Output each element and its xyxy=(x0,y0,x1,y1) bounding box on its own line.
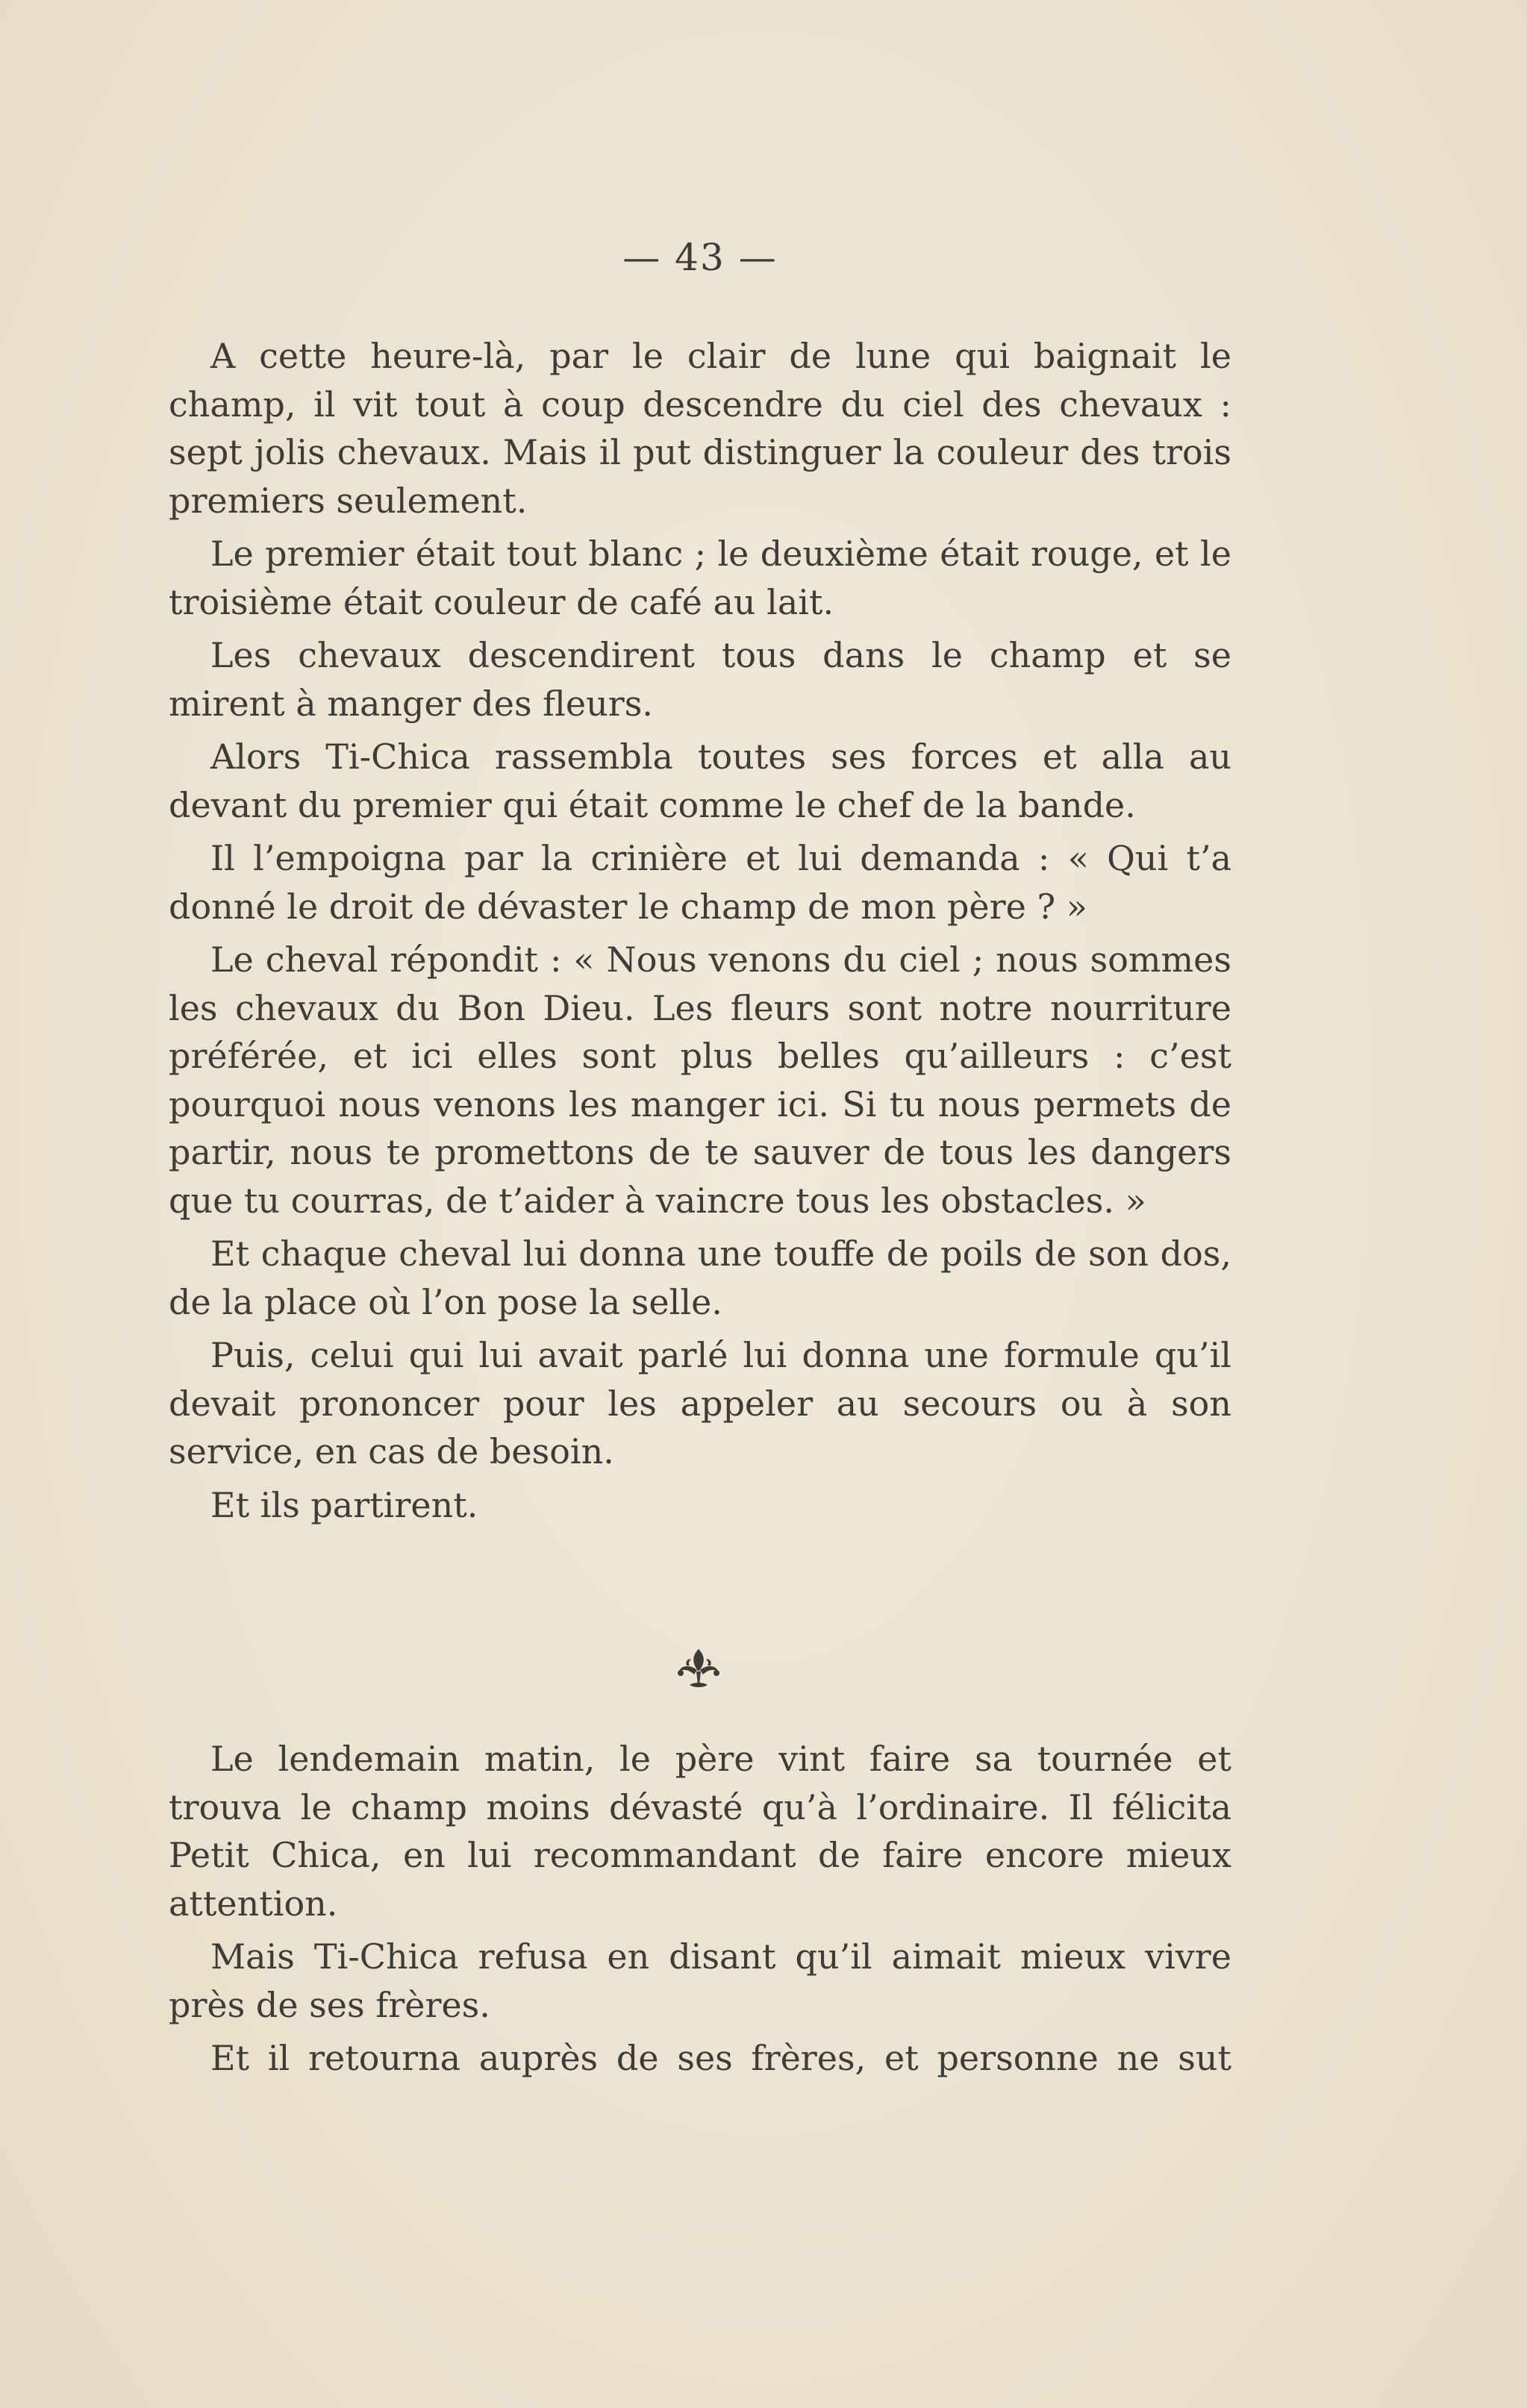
text-section-2 xyxy=(169,1735,1231,2088)
paragraph: Le lendemain matin, le père vint faire sa tournée et trouva le champ moins dévasté qu’à l’ordinaire. Il félicita Petit Chica, en lui recommandant de faire encore mieux attention. xyxy=(169,1739,1231,1924)
paragraph: Et ils partirent. xyxy=(210,1484,478,1525)
paragraph: Le cheval répondit : « Nous venons du ciel ; nous sommes les chevaux du Bon Dieu. Les fleurs sont notre nourriture préférée, et ici elles sont plus belles qu’ailleurs : c’est pourquoi nous venons les manger ici. Si tu nous permets de partir, nous te promettons de te sauver de tous les dangers que tu courras, de t’aider à vaincre tous les obstacles. » xyxy=(169,939,1231,1221)
paragraph: Mais Ti-Chica refusa en disant qu’il aimait mieux vivre près de ses frères. xyxy=(169,1936,1231,2025)
fleuron-icon-svg xyxy=(672,1642,725,1695)
page-number: — 43 — xyxy=(622,236,778,279)
paragraph: Puis, celui qui lui avait parlé lui donna une formule qu’il devait prononcer pour les appeler au secours ou à son service, en cas de besoin. xyxy=(169,1335,1231,1472)
paragraph: Le premier était tout blanc ; le deuxième était rouge, et le troisième était couleur de café au lait. xyxy=(169,534,1231,622)
paragraph: A cette heure-là, par le clair de lune qui baignait le champ, il vit tout à coup descendre du ciel des chevaux : sept jolis chevaux. Mais il put distinguer la couleur des trois premiers seulement. xyxy=(169,336,1231,521)
fleuron-icon xyxy=(672,1642,725,1695)
paragraph: Les chevaux descendirent tous dans le champ et se mirent à manger des fleurs. xyxy=(169,635,1231,724)
paragraph: Et chaque cheval lui donna une touffe de poils de son dos, de la place où l’on pose la selle. xyxy=(169,1233,1231,1322)
text-section-1 xyxy=(169,332,1231,1534)
paragraph: Il l’empoigna par la crinière et lui demanda : « Qui t’a donné le droit de dévaster le champ de mon père ? » xyxy=(169,838,1231,927)
paragraph: Alors Ti-Chica rassembla toutes ses forces et alla au devant du premier qui était comme le chef de la bande. xyxy=(169,737,1231,825)
paragraph: Et il retourna auprès de ses frères, et personne ne sut xyxy=(210,2038,1231,2078)
